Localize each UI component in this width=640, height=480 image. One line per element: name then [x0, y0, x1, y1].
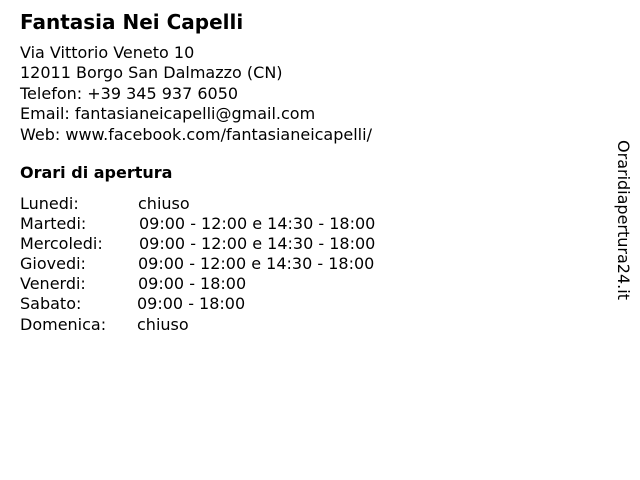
- day-label: Domenica:: [20, 314, 107, 334]
- website-url: Web: www.facebook.com/fantasianeicapelli/: [20, 124, 372, 144]
- day-label: Mercoledi:: [20, 234, 103, 254]
- email-address: Email: fantasianeicapelli@gmail.com: [20, 104, 316, 124]
- time-value: chiuso: [137, 314, 189, 334]
- phone-number: Telefon: +39 345 937 6050: [20, 83, 239, 103]
- time-value: 09:00 - 12:00 e 14:30 - 18:00: [139, 214, 376, 234]
- day-label: Venerdi:: [20, 274, 86, 294]
- day-label: Lunedi:: [20, 194, 79, 213]
- day-label: Giovedi:: [20, 254, 86, 274]
- opening-hours-heading: Orari di apertura: [20, 163, 173, 182]
- time-value: 09:00 - 18:00: [137, 294, 246, 314]
- day-label: Martedi:: [20, 214, 87, 234]
- time-value: 09:00 - 12:00 e 14:30 - 18:00: [139, 234, 376, 254]
- address-street: Via Vittorio Veneto 10: [20, 43, 195, 62]
- time-value: 09:00 - 18:00: [138, 274, 247, 294]
- time-value: 09:00 - 12:00 e 14:30 - 18:00: [138, 254, 375, 274]
- day-label: Sabato:: [20, 294, 82, 314]
- site-watermark: Oraridiapertura24.it: [614, 140, 633, 300]
- business-name: Fantasia Nei Capelli: [20, 10, 244, 34]
- business-contact-info: [20, 43, 372, 145]
- address-city: 12011 Borgo San Dalmazzo (CN): [20, 63, 283, 83]
- time-value: chiuso: [138, 194, 190, 213]
